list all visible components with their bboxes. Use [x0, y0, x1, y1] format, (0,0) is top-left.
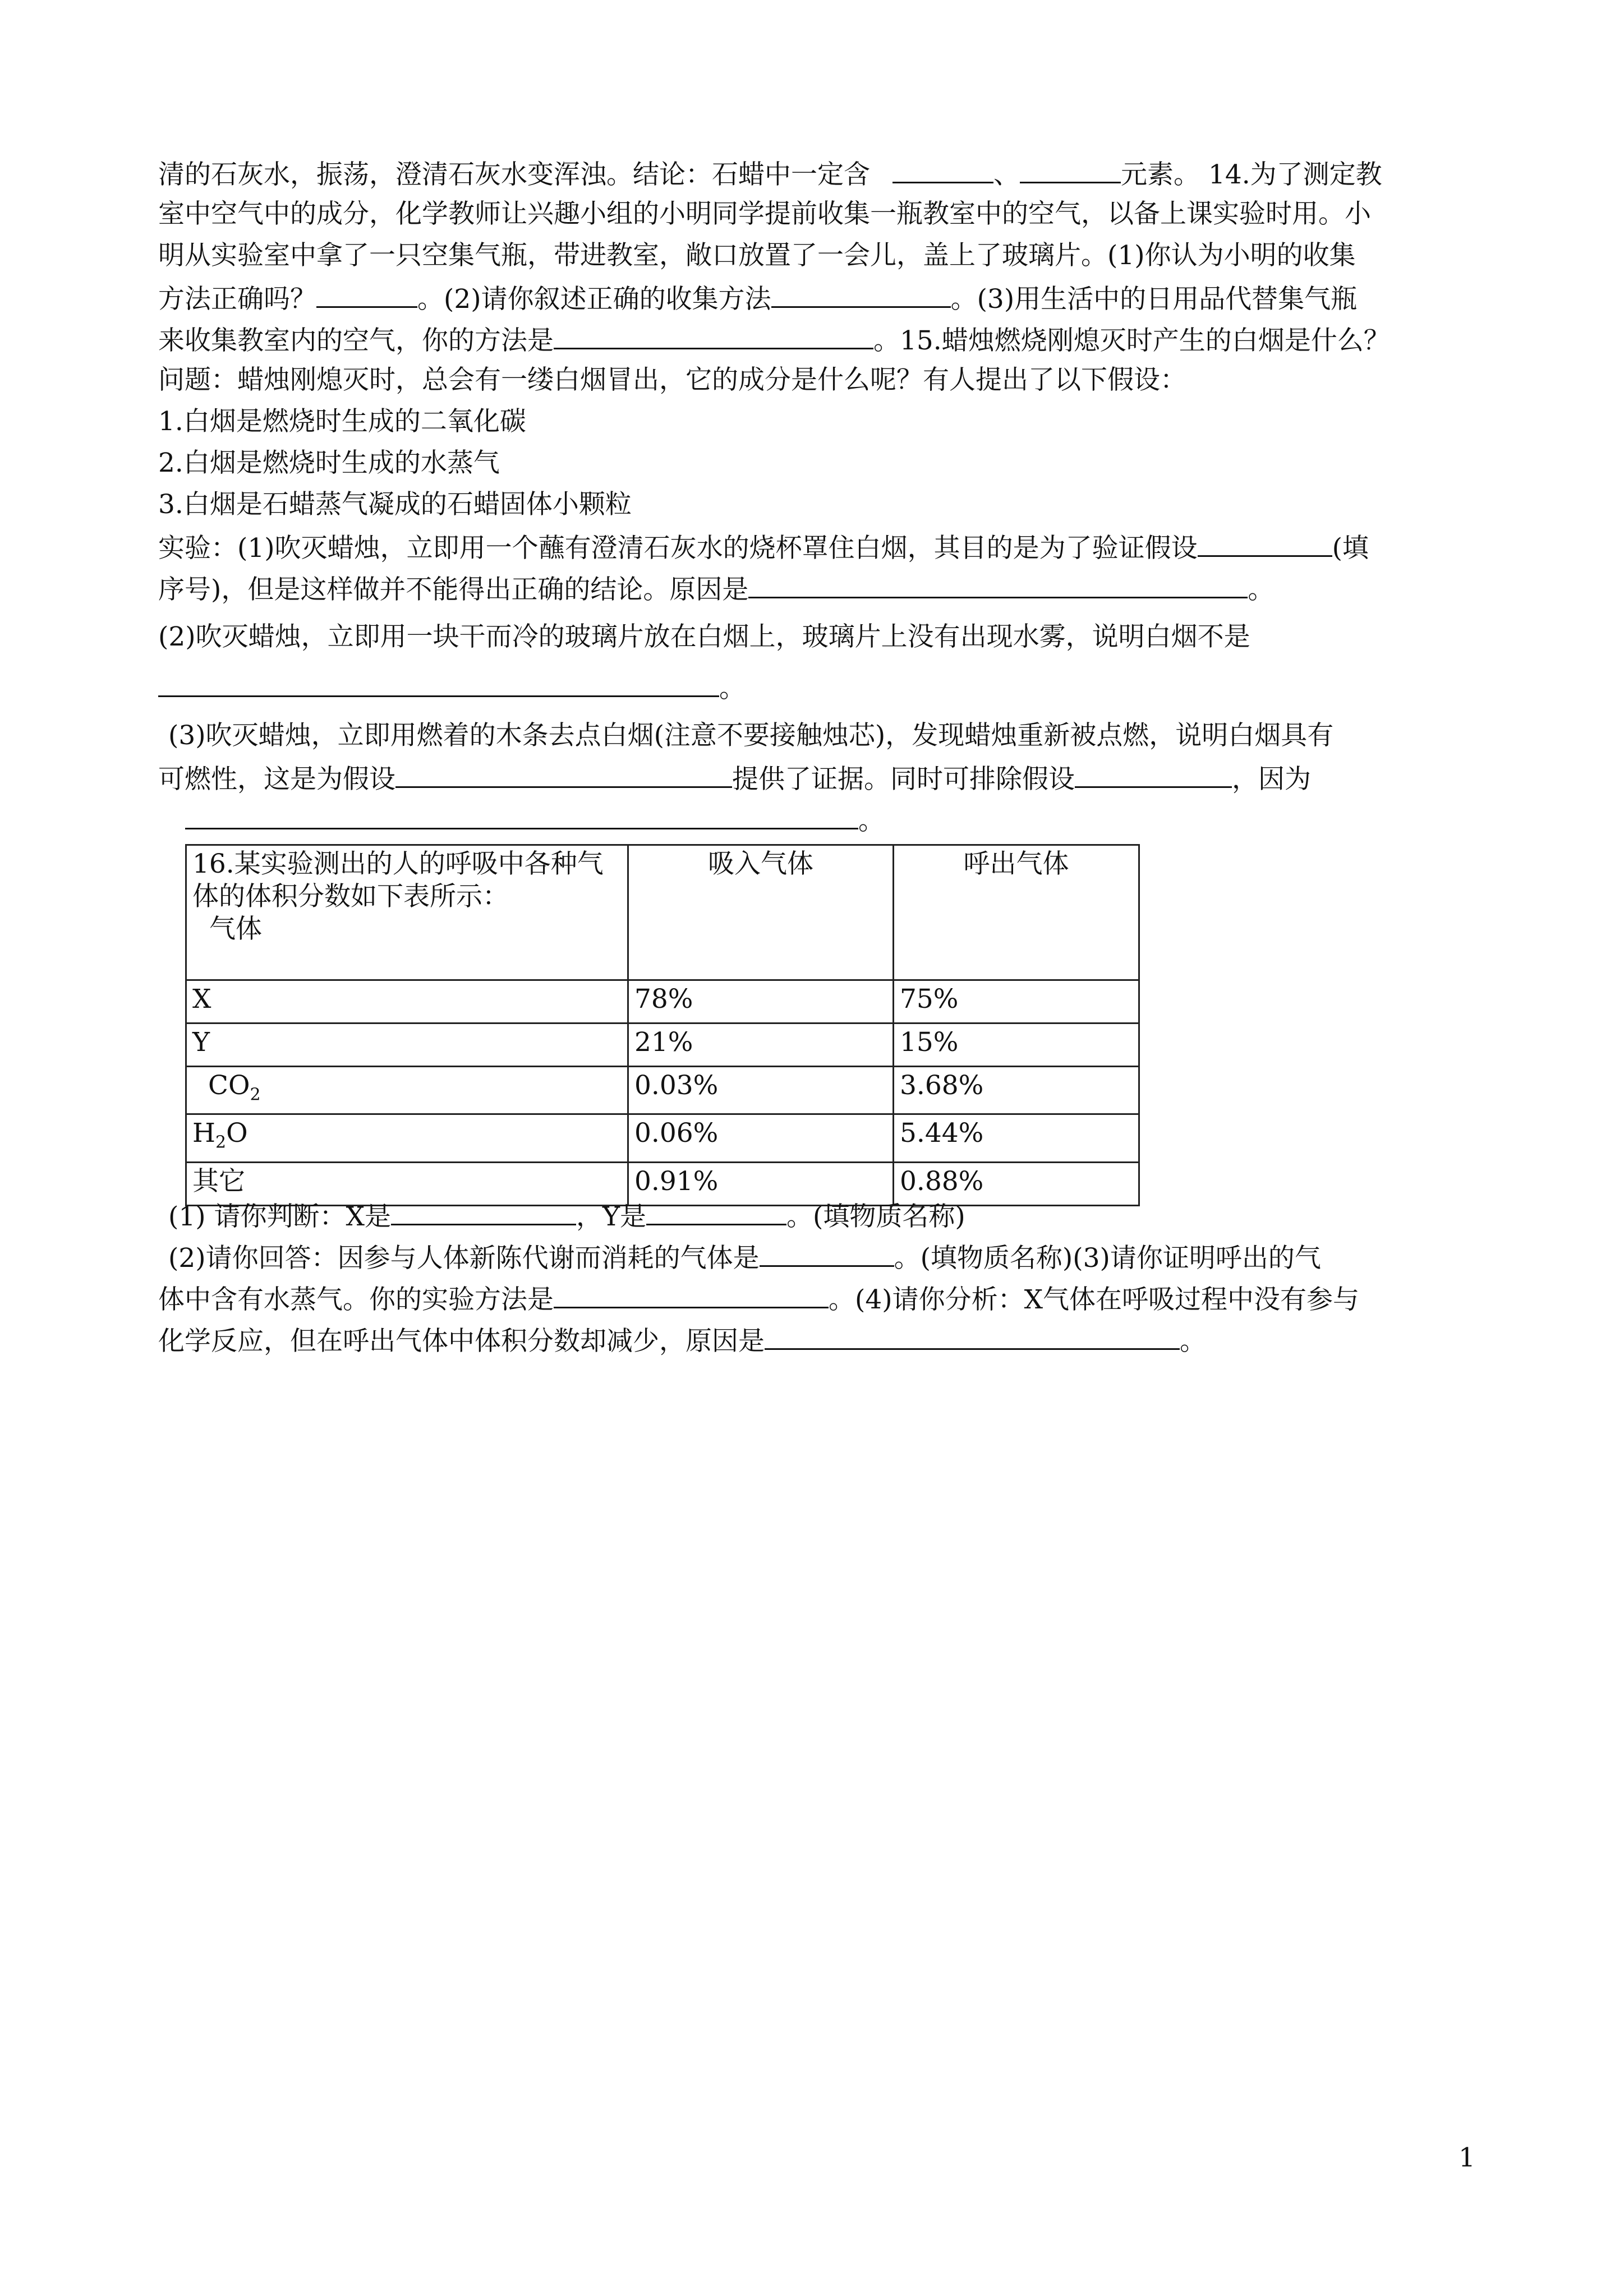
text: 。(4)请你分析：X气体在呼吸过程中没有参与	[829, 1284, 1360, 1315]
text-line	[185, 803, 885, 837]
answer-blank[interactable]	[316, 282, 417, 308]
cell-exhaled: 15%	[894, 1023, 1139, 1067]
answer-blank[interactable]	[1020, 157, 1121, 183]
cell-gas: Y	[186, 1023, 628, 1067]
text-line	[158, 762, 1311, 795]
table-row	[186, 980, 1139, 1023]
text: 实验：(1)吹灭蜡烛，立即用一个蘸有澄清石灰水的烧杯罩住白烟，其目的是为了验证假设	[158, 533, 1198, 564]
text-line: 室中空气中的成分，化学教师让兴趣小组的小明同学提前收集一瓶教室中的空气，以备上课实验时用。小	[158, 199, 1371, 229]
text-line	[168, 1199, 965, 1233]
text-line	[168, 1241, 1321, 1274]
text: 。15.蜡烛燃烧刚熄灭时产生的白烟是什么？	[873, 325, 1390, 356]
text-line	[158, 671, 746, 704]
answer-blank[interactable]	[765, 1324, 1180, 1350]
text-line	[158, 1282, 1359, 1316]
text-line	[158, 572, 1274, 606]
text-line	[158, 323, 1390, 357]
cell-gas	[186, 1114, 628, 1162]
cell-inhaled: 0.06%	[628, 1114, 894, 1162]
text: 。	[858, 805, 885, 836]
formula: O	[226, 1118, 248, 1149]
text: 。(填物质名称)(3)请你证明呼出的气	[894, 1243, 1321, 1274]
text: (2)请你回答：因参与人体新陈代谢而消耗的气体是	[168, 1243, 760, 1274]
text: 提供了证据。同时可排除假设	[732, 764, 1075, 795]
table-caption: 16.某实验测出的人的呼吸中各种气体的体积分数如下表所示：	[192, 849, 604, 912]
text: 。(填物质名称)	[786, 1201, 965, 1232]
text-line: 问题：蜡烛刚熄灭时，总会有一缕白烟冒出，它的成分是什么呢？有人提出了以下假设：	[158, 365, 1186, 395]
answer-blank[interactable]	[771, 282, 951, 308]
text-line: (3)吹灭蜡烛，立即用燃着的木条去点白烟(注意不要接触烛芯)，发现蜡烛重新被点燃，说明白烟具有	[168, 720, 1334, 751]
text: (填	[1332, 533, 1369, 564]
text: ，因为	[1232, 764, 1311, 795]
answer-blank[interactable]	[554, 1282, 829, 1308]
text-line: 2.白烟是燃烧时生成的水蒸气	[158, 448, 500, 478]
text: 体中含有水蒸气。你的实验方法是	[158, 1284, 554, 1315]
header-cell-gas	[186, 845, 628, 980]
text-line	[158, 531, 1369, 564]
answer-blank[interactable]	[748, 572, 1248, 598]
text-line	[158, 157, 1382, 191]
formula: H	[192, 1118, 215, 1149]
text-line	[158, 282, 1357, 315]
answer-blank[interactable]	[554, 323, 873, 349]
answer-blank[interactable]	[158, 671, 719, 697]
text: 元素。 14.为了测定教	[1121, 159, 1382, 190]
cell-inhaled: 78%	[628, 980, 894, 1023]
cell-exhaled: 0.88%	[894, 1162, 1139, 1205]
text-line: 明从实验室中拿了一只空集气瓶，带进教室，敞口放置了一会儿，盖上了玻璃片。(1)你认为小明的收集	[158, 240, 1356, 271]
header-cell-inhaled: 吸入气体	[628, 845, 894, 980]
header-label-gas: 气体	[209, 914, 262, 944]
text: 、	[993, 159, 1020, 190]
answer-blank[interactable]	[646, 1199, 786, 1225]
answer-blank[interactable]	[185, 803, 858, 829]
text: 序号)，但是这样做并不能得出正确的结论。原因是	[158, 574, 749, 605]
gas-composition-table	[185, 844, 1140, 1206]
text: 。	[1180, 1326, 1206, 1357]
text: 来收集教室内的空气，你的方法是	[158, 325, 554, 356]
text: 化学反应，但在呼出气体中体积分数却减少，原因是	[158, 1326, 765, 1357]
answer-blank[interactable]	[391, 1199, 576, 1225]
cell-exhaled: 3.68%	[894, 1067, 1139, 1114]
text: 方法正确吗？	[158, 284, 316, 315]
text: 可燃性，这是为假设	[158, 764, 395, 795]
table-row	[186, 1114, 1139, 1162]
cell-gas: X	[186, 980, 628, 1023]
answer-blank[interactable]	[892, 157, 993, 183]
text-line: (2)吹灭蜡烛，立即用一块干而冷的玻璃片放在白烟上，玻璃片上没有出现水雾，说明白烟不是	[158, 621, 1250, 652]
answer-blank[interactable]	[1198, 531, 1332, 557]
page-number: 1	[1459, 2142, 1475, 2173]
text: 清的石灰水，振荡，澄清石灰水变浑浊。结论：石蜡中一定含	[158, 159, 870, 190]
header-cell-exhaled: 呼出气体	[894, 845, 1139, 980]
cell-exhaled: 5.44%	[894, 1114, 1139, 1162]
cell-gas	[186, 1067, 628, 1114]
cell-exhaled: 75%	[894, 980, 1139, 1023]
answer-blank[interactable]	[395, 762, 732, 788]
cell-inhaled: 0.91%	[628, 1162, 894, 1205]
text: 。(3)用生活中的日用品代替集气瓶	[950, 284, 1358, 315]
table-row	[186, 1067, 1139, 1114]
text: ，Y是	[576, 1201, 647, 1232]
formula-subscript: 2	[250, 1085, 261, 1105]
text: (1) 请你判断：X是	[168, 1201, 391, 1232]
formula-subscript: 2	[215, 1132, 227, 1152]
cell-inhaled: 21%	[628, 1023, 894, 1067]
cell-inhaled: 0.03%	[628, 1067, 894, 1114]
text-line: 3.白烟是石蜡蒸气凝成的石蜡固体小颗粒	[158, 489, 632, 520]
table-row	[186, 1023, 1139, 1067]
text-line	[158, 1324, 1206, 1357]
text: 。	[719, 673, 746, 704]
text: 。	[1248, 574, 1275, 605]
cell-gas: 其它	[186, 1162, 628, 1205]
formula: CO	[208, 1070, 250, 1101]
table-header-row	[186, 845, 1139, 980]
answer-blank[interactable]	[760, 1241, 894, 1267]
text: 。(2)请你叙述正确的收集方法	[417, 284, 771, 315]
text-line: 1.白烟是燃烧时生成的二氧化碳	[158, 406, 526, 437]
answer-blank[interactable]	[1075, 762, 1232, 788]
